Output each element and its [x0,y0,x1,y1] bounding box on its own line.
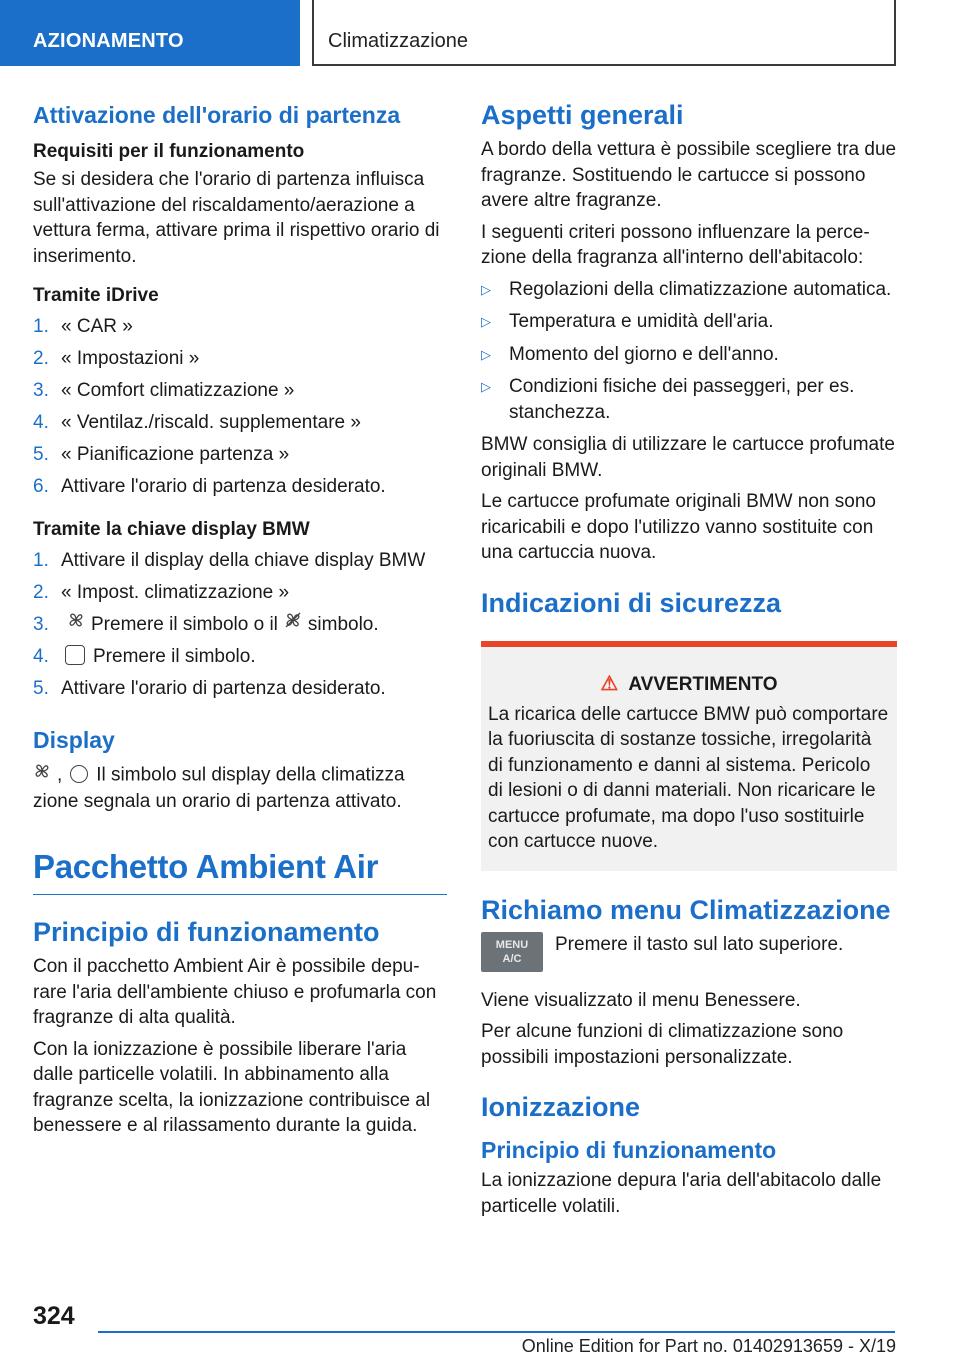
list-item [33,439,447,471]
step-text: « Impost. climatizzazione » [61,582,290,603]
footer-divider [98,1331,895,1333]
list-item [481,374,897,425]
display-text-a: Il simbolo sul display della climatizza [96,764,405,786]
ion-text: La ionizzazione depura l'aria dell'abitacolo dalle particelle volatili. [481,1170,882,1217]
display-text [33,762,447,814]
menu-text-1: Premere il tasto sul lato superiore. [555,933,844,955]
requirements-text: Se si desidera che l'orario di partenza influisca sull'attivazione del riscaldamento/aerazione a vettura ferma, attivare prima il rispettivo orario di inserimento. [33,169,440,267]
fan-icon [33,762,51,789]
warning-title [488,671,890,696]
list-item-text: Regolazioni della climatizzazione automatica. [509,278,892,300]
list-item [33,471,447,503]
list-item-text: Condizioni fisiche dei passeggeri, per es. stanchezza. [509,376,855,423]
menu-ac-button [481,932,543,972]
step-number: 1. [33,316,49,337]
step-number: 3. [33,614,49,635]
general-text-2: I seguenti criteri possono influenzare la percezione della fragranza all'interno dell'abitacolo: [481,221,870,268]
left-column [33,100,447,1145]
criteria-list [481,277,897,426]
general-text-3: BMW consiglia di utilizzare le cartucce profumate originali BMW. [481,434,895,481]
step-number: 2. [33,348,49,369]
requirements-heading: Requisiti per il funzionamento [33,141,305,162]
step-number: 6. [33,476,49,497]
step-text: « Comfort climatizzazione » [61,380,295,401]
principle-text-1: Con il pacchetto Ambient Air è possibile depurare l'aria dell'ambiente chiuso e profumarla con fragranze di alta qualità. [33,956,437,1029]
bullet-triangle-icon: ▷ [481,281,491,297]
ionization-heading: Ionizzazione [481,1092,641,1122]
step-text: Premere il simbolo. [93,646,256,668]
list-item [33,545,447,577]
warning-title-text: AVVERTIMENTO [628,673,778,695]
step-number: 4. [33,412,49,433]
warning-triangle-icon: ⚠ [600,672,619,695]
list-item [33,407,447,439]
bullet-triangle-icon: ▷ [481,379,491,394]
list-item-text: Momento del giorno e dell'anno. [509,343,779,365]
chapter-title: Climatizzazione [328,30,469,52]
principle-text-2: Con la ionizzazione è possibile liberare l'aria dalle particelle volatili. In abbinamento alla fragranze scelta, la ionizzazione contribuisce al benessere e al rilassamento durante la guida. [33,1038,431,1137]
warning-box [481,641,897,871]
display-key-steps [33,545,447,705]
menu-button-line-2: A/C [502,952,522,965]
clock-icon [70,765,88,783]
page-number: 324 [33,1302,75,1330]
list-item [33,673,447,705]
ambient-air-title: Pacchetto Ambient Air [33,848,447,895]
list-item [33,343,447,375]
step-number: 2. [33,582,49,603]
step-number: 4. [33,646,49,668]
list-item [33,375,447,407]
menu-row [481,932,897,976]
step-number: 5. [33,444,49,465]
idrive-steps [33,311,447,503]
display-heading: Display [33,727,115,754]
menu-button-line-1: MENU [495,938,529,951]
menu-heading: Richiamo menu Climatizzazione [481,894,891,925]
fan-icon [67,609,85,641]
warning-text: La ricarica delle cartucce BMW può comportare la fuoriuscita di sostanze tossiche, irregolarità di funzionamento e danni al sistema. Pericolo di lesioni o di danni materiali. Non ricaricare le cartucce profumate, ma dopo l'uso sostituirle con cartucce nuove. [488,703,889,852]
idrive-heading: Tramite iDrive [33,285,159,306]
list-item [481,309,897,335]
step-text: simbolo. [307,614,379,636]
step-text: Attivare l'orario di partenza desiderato. [61,476,386,497]
list-item [33,311,447,343]
step-text: « CAR » [61,316,133,337]
display-key-heading: Tramite la chiave display BMW [33,519,310,540]
step-number: 3. [33,380,49,401]
step-text: Attivare l'orario di partenza desiderato. [61,678,386,700]
step-number: 5. [33,678,49,700]
list-item [481,277,897,303]
section-title: AZIONAMENTO [33,30,184,52]
general-heading: Aspetti generali [481,100,684,130]
section-tab [0,0,300,66]
bullet-triangle-icon: ▷ [481,314,491,329]
step-text: « Pianificazione partenza » [61,444,290,465]
safety-heading: Indicazioni di sicurezza [481,587,782,618]
edition-text: Online Edition for Part no. 01402913659 - X/19 [521,1336,896,1356]
list-item [33,641,447,673]
step-text: « Ventilaz./riscald. supplementare » [61,412,361,433]
fan-alt-icon [284,609,302,641]
principle-heading: Principio di funzionamento [33,917,380,948]
list-item [33,577,447,609]
step-text: « Impostazioni » [61,348,200,369]
step-text: Premere il simbolo o il [91,614,278,636]
right-column [481,100,897,1225]
ion-principle-heading: Principio di funzionamento [481,1137,777,1163]
menu-text-3: Per alcune funzioni di climatizzazione sono possibili impostazioni personalizzate. [481,1021,844,1068]
general-text-1: A bordo della vettura è possibile scegliere tra due fragranze. Sostituendo le cartucce si possono avere altre fragranze. [481,139,897,211]
seat-icon [65,645,85,665]
chapter-tab [312,0,896,66]
separator: , [57,764,63,786]
bullet-triangle-icon: ▷ [481,346,491,362]
list-item [33,609,447,641]
menu-text-2: Viene visualizzato il menu Benessere. [481,989,801,1011]
departure-heading: Attivazione dell'orario di partenza [33,102,401,128]
step-number: 1. [33,550,49,571]
list-item-text: Temperatura e umidità dell'aria. [509,311,774,332]
step-text: Attivare il display della chiave display BMW [61,550,426,571]
list-item [481,342,897,368]
general-text-4: Le cartucce profumate originali BMW non sono ricaricabili e dopo l'utilizzo vanno sostituite con una cartuccia nuova. [481,491,876,563]
display-text-b: zione segnala un orario di partenza attivato. [33,790,402,812]
